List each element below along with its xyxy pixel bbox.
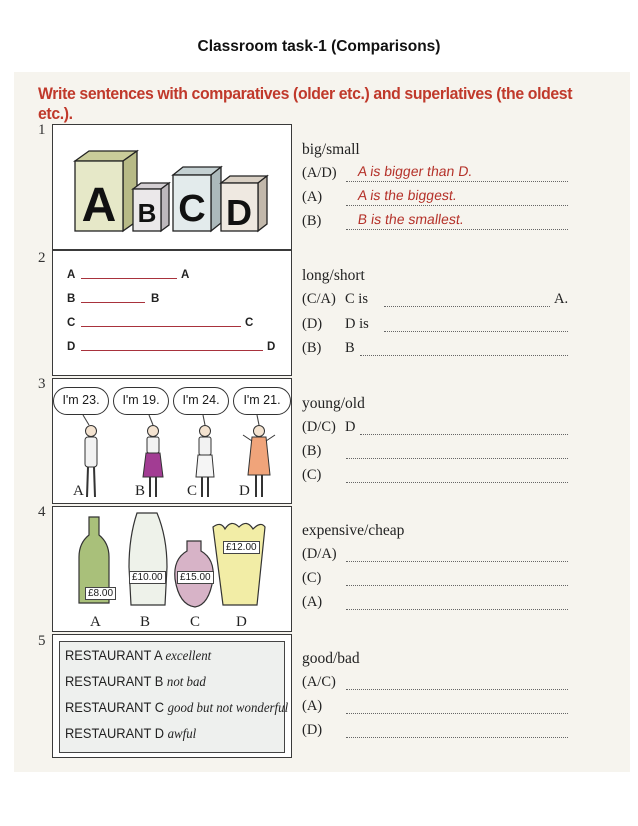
answer-line[interactable] — [346, 229, 568, 230]
price-tag: £8.00 — [85, 587, 116, 600]
exercise-3-picture — [52, 378, 292, 504]
row-label: (C/A) — [302, 291, 336, 307]
row-label: (C) — [302, 467, 322, 483]
line-end-label: A — [181, 269, 190, 281]
svg-text:B: B — [137, 198, 157, 228]
speech-bubble: I'm 21. — [233, 387, 291, 415]
answer-line[interactable] — [346, 737, 568, 738]
line-start-label: A — [67, 269, 76, 281]
svg-text:A: A — [81, 179, 117, 232]
vase-d — [213, 523, 265, 605]
row-label: (D/C) — [302, 419, 336, 435]
handwritten-answer: A is the biggest. — [356, 187, 458, 203]
answer-line[interactable] — [346, 482, 568, 483]
restaurant-row: RESTAURANT D awful — [65, 725, 197, 742]
row-label: (A) — [302, 698, 323, 714]
speech-bubble: I'm 19. — [113, 387, 169, 415]
restaurant-row: RESTAURANT A excellent — [65, 647, 212, 664]
answer-line[interactable] — [346, 713, 568, 714]
line-end-label: C — [245, 317, 254, 329]
row-prefix: D — [345, 419, 356, 435]
row-prefix: B — [345, 340, 355, 356]
row-label: (D) — [302, 316, 323, 332]
person-label: D — [239, 483, 250, 499]
letter-blocks-illustration — [53, 125, 290, 248]
row-suffix: A. — [554, 291, 569, 307]
vase-b — [129, 513, 167, 605]
block-b — [133, 183, 169, 231]
price-tag: £12.00 — [223, 541, 260, 554]
svg-text:D: D — [226, 192, 252, 233]
exercise-2-picture — [52, 250, 292, 376]
vase-label: A — [90, 614, 101, 630]
answer-line[interactable] — [360, 434, 568, 435]
row-label: (D) — [302, 722, 323, 738]
line-a — [81, 278, 177, 279]
answer-line[interactable] — [346, 205, 568, 206]
vase-label: B — [140, 614, 151, 630]
answer-line[interactable] — [346, 181, 568, 182]
row-label: (C) — [302, 570, 322, 586]
exercise-topic: expensive/cheap — [302, 522, 405, 539]
answer-line[interactable] — [384, 306, 550, 307]
exercise-topic: good/bad — [302, 650, 360, 667]
vase-label: D — [236, 614, 247, 630]
block-d — [221, 176, 267, 233]
line-start-label: B — [67, 293, 76, 305]
person-label: C — [187, 483, 198, 499]
price-tag: £10.00 — [129, 571, 166, 584]
exercise-4-picture — [52, 506, 292, 632]
row-label: (D/A) — [302, 546, 337, 562]
instruction-text: Write sentences with comparatives (older etc.) and superlatives (the oldest etc.). — [38, 84, 573, 123]
person-label: A — [73, 483, 84, 499]
answer-line[interactable] — [346, 609, 568, 610]
line-start-label: D — [67, 341, 76, 353]
row-label: (A/D) — [302, 165, 337, 181]
row-label: (B) — [302, 340, 322, 356]
row-label: (B) — [302, 443, 322, 459]
person-a — [85, 426, 97, 498]
block-c — [173, 167, 221, 231]
exercise-topic: young/old — [302, 395, 365, 412]
row-label: (A) — [302, 189, 323, 205]
restaurant-row: RESTAURANT C good but not wonderful — [65, 699, 289, 716]
row-prefix: D is — [345, 316, 369, 332]
line-start-label: C — [67, 317, 76, 329]
exercise-number: 2 — [38, 250, 46, 266]
answer-line[interactable] — [346, 585, 568, 586]
exercise-number: 4 — [38, 504, 46, 520]
line-d — [81, 350, 263, 351]
person-label: B — [135, 483, 146, 499]
block-a — [75, 151, 137, 232]
exercise-number: 5 — [38, 633, 46, 649]
exercise-1-picture — [52, 124, 292, 250]
line-end-label: B — [151, 293, 160, 305]
exercise-topic: big/small — [302, 141, 360, 158]
people-illustration — [53, 379, 290, 502]
vase-label: C — [190, 614, 201, 630]
line-b — [81, 302, 145, 303]
person-c — [196, 426, 214, 498]
line-c — [81, 326, 241, 327]
answer-line[interactable] — [346, 689, 568, 690]
vases-illustration — [53, 507, 290, 630]
exercise-topic: long/short — [302, 267, 365, 284]
line-end-label: D — [267, 341, 276, 353]
page-title: Classroom task-1 (Comparisons) — [197, 38, 441, 55]
row-label: (A/C) — [302, 674, 336, 690]
restaurant-row: RESTAURANT B not bad — [65, 673, 206, 690]
exercise-number: 1 — [38, 122, 46, 138]
answer-line[interactable] — [346, 561, 568, 562]
answer-line[interactable] — [360, 355, 568, 356]
answer-line[interactable] — [384, 331, 568, 332]
speech-bubble: I'm 24. — [173, 387, 229, 415]
row-label: (A) — [302, 594, 323, 610]
speech-bubble: I'm 23. — [53, 387, 109, 415]
handwritten-answer: A is bigger than D. — [356, 163, 474, 179]
price-tag: £15.00 — [177, 571, 214, 584]
exercise-5-picture — [52, 634, 292, 758]
exercise-number: 3 — [38, 376, 46, 392]
row-label: (B) — [302, 213, 322, 229]
person-b — [143, 426, 163, 498]
handwritten-answer: B is the smallest. — [356, 211, 465, 227]
row-prefix: C is — [345, 291, 368, 307]
answer-line[interactable] — [346, 458, 568, 459]
svg-text:C: C — [178, 188, 206, 230]
